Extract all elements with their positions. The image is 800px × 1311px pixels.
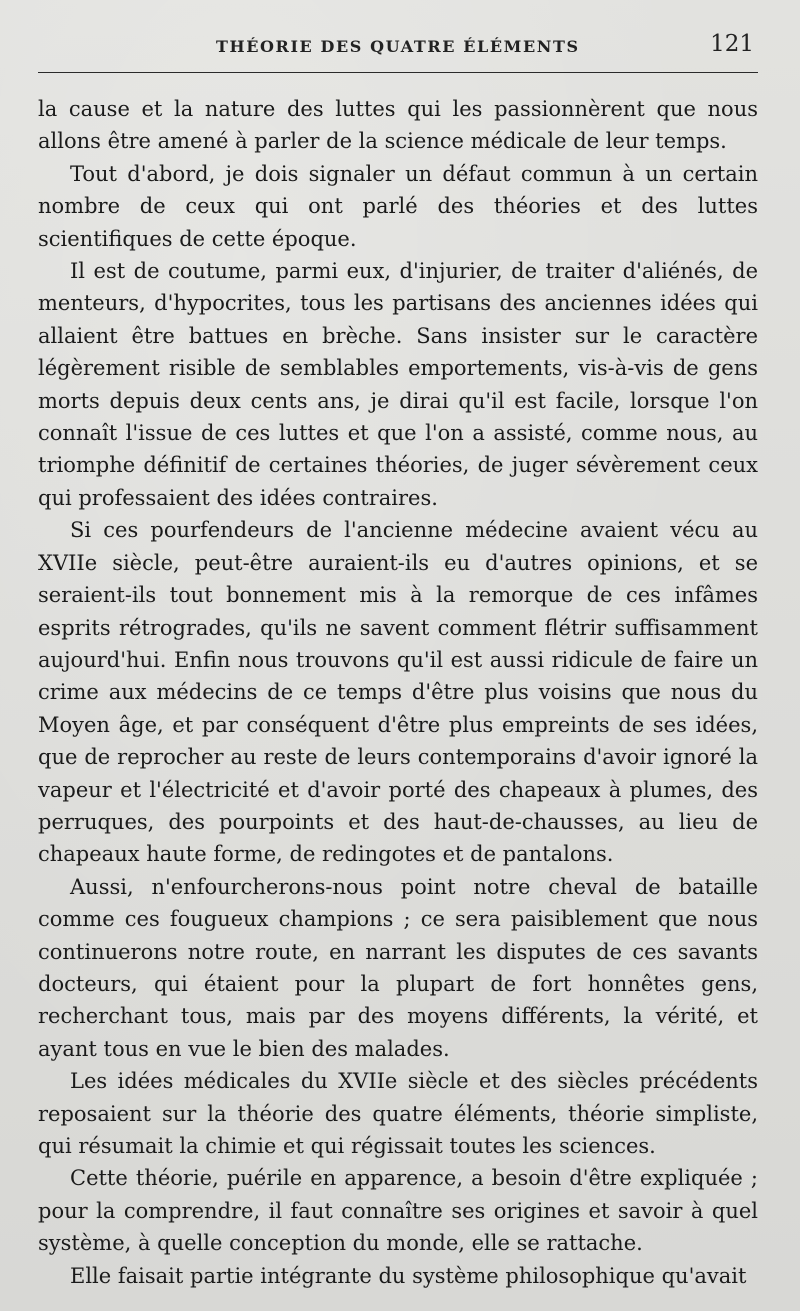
paragraph-4: Si ces pourfendeurs de l'ancienne médecine avaient vécu au XVIIe siècle, peut-être auraient-ils eu d'autres opinions, et se seraient-ils tout bonnement mis à la remorque de ces infâmes esprits rétrogrades, qu'ils ne savent comment flétrir suffisamment aujourd'hui. Enfin nous trouvons qu'il est aussi ridicule de faire un crime aux médecins de ce temps d'être plus voisins que nous du Moyen âge, et par conséquent d'être plus empreints de ses idées, que de reprocher au reste de leurs contemporains d'avoir ignoré la vapeur et l'électricité et d'avoir porté des chapeaux à plumes, des perruques, des pourpoints et des haut-de-chausses, au lieu de chapeaux haute forme, de redingotes et de pantalons. bbox=[38, 518, 758, 867]
body-text bbox=[38, 93, 758, 1292]
paragraph-3: Il est de coutume, parmi eux, d'injurier, de traiter d'aliénés, de menteurs, d'hypocrites, tous les partisans des anciennes idées qui allaient être battues en brèche. Sans insister sur le caractère légèrement risible de semblables emportements, vis-à-vis de gens morts depuis deux cents ans, je dirai qu'il est facile, lorsque l'on connaît l'issue de ces luttes et que l'on a assisté, comme nous, au triomphe définitif de certaines théories, de juger sévèrement ceux qui professaient des idées contraires. bbox=[38, 259, 758, 510]
paragraph-5: Aussi, n'enfourcherons-nous point notre cheval de bataille comme ces fougueux champions ; ce sera paisiblement que nous continuerons notre route, en narrant les disputes de ces savants docteurs, qui étaient pour la plupart de fort honnêtes gens, recherchant tous, mais par des moyens différents, la vérité, et ayant tous en vue le bien des malades. bbox=[38, 874, 758, 1061]
running-header bbox=[38, 28, 758, 73]
paragraph-2: Tout d'abord, je dois signaler un défaut commun à un certain nombre de ceux qui ont parlé des théories et des luttes scientifiques de cette époque. bbox=[38, 161, 758, 251]
paragraph-1: la cause et la nature des luttes qui les passionnèrent que nous allons être amené à parler de la science médicale de leur temps. bbox=[38, 97, 758, 154]
paragraph-7: Cette théorie, puérile en apparence, a besoin d'être expliquée ; pour la comprendre, il faut connaître ses origines et savoir à quel système, à quelle conception du monde, elle se rattache. bbox=[38, 1166, 758, 1256]
paragraph-8: Elle faisait partie intégrante du système philosophique qu'avait bbox=[70, 1263, 747, 1288]
paragraph-6: Les idées médicales du XVIIe siècle et des siècles précédents reposaient sur la théorie des quatre éléments, théorie simpliste, qui résumait la chimie et qui régissait toutes les sciences. bbox=[38, 1069, 758, 1158]
page-number: 121 bbox=[710, 31, 754, 57]
running-title: THÉORIE DES QUATRE ÉLÉMENTS bbox=[216, 37, 580, 56]
